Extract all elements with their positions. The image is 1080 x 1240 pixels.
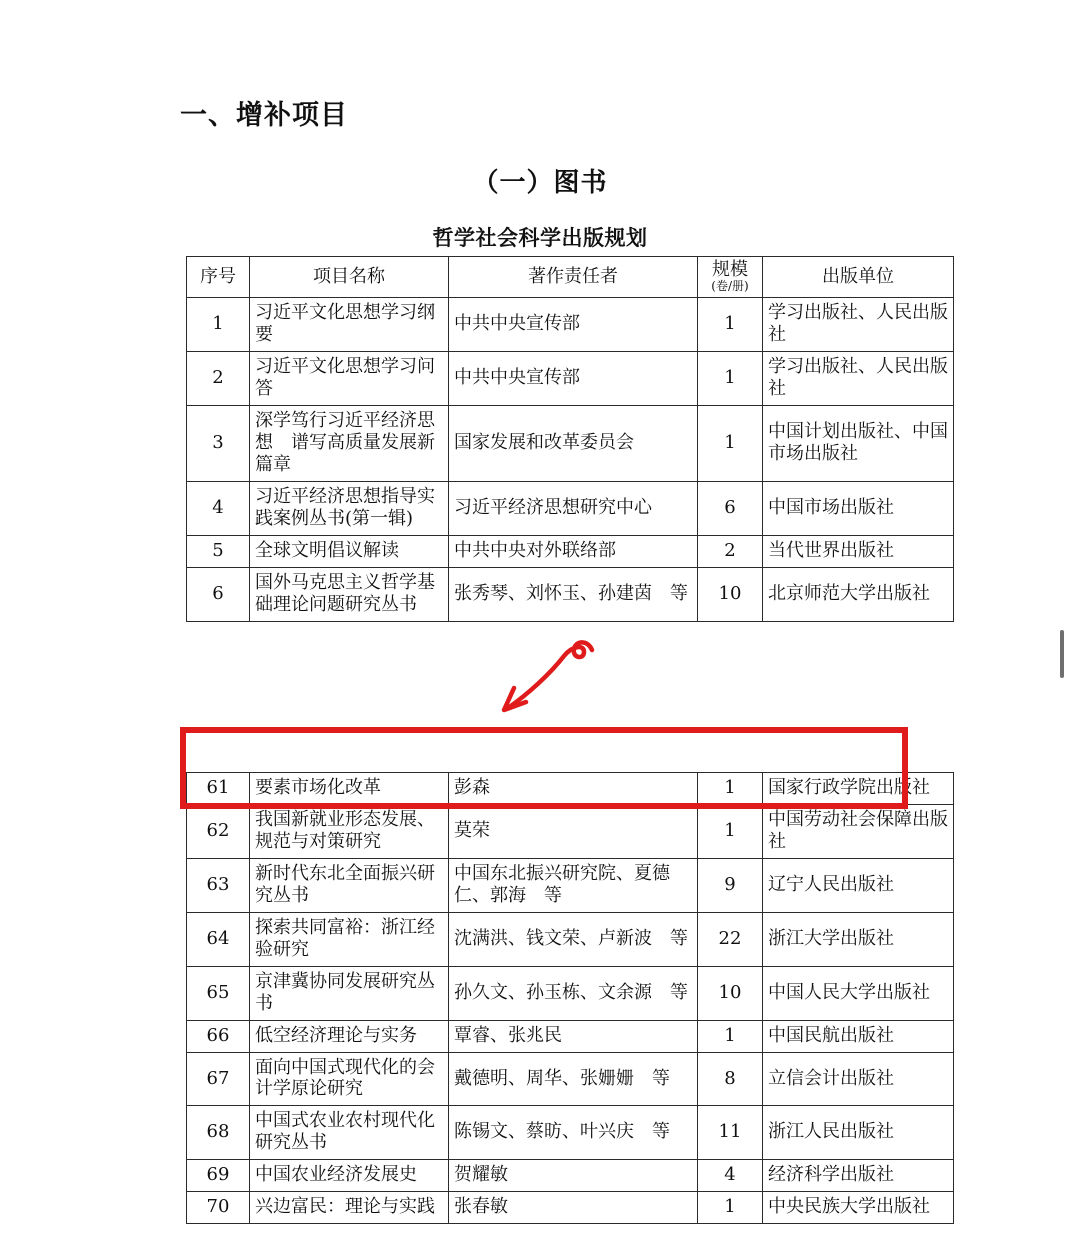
spacer-cell bbox=[763, 731, 954, 773]
cell-scale: 4 bbox=[698, 1160, 763, 1192]
cell-index: 65 bbox=[187, 966, 250, 1020]
cell-author: 中国东北振兴研究院、夏德仁、郭海 等 bbox=[449, 858, 698, 912]
cell-name: 习近平文化思想学习纲要 bbox=[250, 298, 449, 352]
cell-author: 莫荣 bbox=[449, 804, 698, 858]
cell-name: 低空经济理论与实务 bbox=[250, 1020, 449, 1052]
cell-index: 3 bbox=[187, 406, 250, 482]
header-name: 项目名称 bbox=[250, 257, 449, 298]
cell-scale: 9 bbox=[698, 858, 763, 912]
table-row bbox=[187, 482, 954, 536]
table-row bbox=[187, 804, 954, 858]
cell-name: 我国新就业形态发展、规范与对策研究 bbox=[250, 804, 449, 858]
cell-name: 要素市场化改革 bbox=[250, 773, 449, 805]
cell-scale: 22 bbox=[698, 912, 763, 966]
header-publisher: 出版单位 bbox=[763, 257, 954, 298]
section-subtitle: （一）图书 bbox=[472, 168, 608, 198]
cell-index: 66 bbox=[187, 1020, 250, 1052]
cell-author: 张秀琴、刘怀玉、孙建茵 等 bbox=[449, 568, 698, 622]
cell-name: 习近平经济思想指导实践案例丛书(第一辑) bbox=[250, 482, 449, 536]
cell-publisher: 浙江大学出版社 bbox=[763, 912, 954, 966]
scrollbar-thumb[interactable] bbox=[1060, 630, 1064, 678]
cell-publisher: 中国劳动社会保障出版社 bbox=[763, 804, 954, 858]
page-title: 一、增补项目 bbox=[180, 100, 348, 131]
cell-publisher: 中央民族大学出版社 bbox=[763, 1192, 954, 1224]
cell-author: 中共中央对外联络部 bbox=[449, 536, 698, 568]
table-row bbox=[187, 1020, 954, 1052]
cell-publisher: 国家行政学院出版社 bbox=[763, 773, 954, 805]
table-row-highlighted bbox=[187, 773, 954, 805]
table-row bbox=[187, 1160, 954, 1192]
header-scale-unit: (卷/册) bbox=[711, 278, 749, 293]
cell-author: 戴德明、周华、张姗姗 等 bbox=[449, 1052, 698, 1106]
table-row bbox=[187, 1052, 954, 1106]
publication-table-top bbox=[186, 256, 954, 622]
cell-publisher: 立信会计出版社 bbox=[763, 1052, 954, 1106]
table-row bbox=[187, 352, 954, 406]
cell-index: 4 bbox=[187, 482, 250, 536]
cell-author: 张春敏 bbox=[449, 1192, 698, 1224]
table-row bbox=[187, 536, 954, 568]
cell-publisher: 学习出版社、人民出版社 bbox=[763, 298, 954, 352]
cell-name: 国外马克思主义哲学基础理论问题研究丛书 bbox=[250, 568, 449, 622]
cell-index: 69 bbox=[187, 1160, 250, 1192]
cell-name: 兴边富民：理论与实践 bbox=[250, 1192, 449, 1224]
header-scale bbox=[698, 257, 763, 298]
table-row bbox=[187, 966, 954, 1020]
cell-author: 贺耀敏 bbox=[449, 1160, 698, 1192]
cell-scale: 11 bbox=[698, 1106, 763, 1160]
table-row-spacer bbox=[187, 731, 954, 773]
cell-author: 国家发展和改革委员会 bbox=[449, 406, 698, 482]
cell-name: 京津冀协同发展研究丛书 bbox=[250, 966, 449, 1020]
cell-index: 67 bbox=[187, 1052, 250, 1106]
table-header-row bbox=[187, 257, 954, 298]
cell-index: 63 bbox=[187, 858, 250, 912]
table-row bbox=[187, 298, 954, 352]
table-row bbox=[187, 406, 954, 482]
cell-author: 彭森 bbox=[449, 773, 698, 805]
spacer-cell bbox=[449, 731, 698, 773]
cell-index: 1 bbox=[187, 298, 250, 352]
cell-publisher: 当代世界出版社 bbox=[763, 536, 954, 568]
cell-index: 61 bbox=[187, 773, 250, 805]
table-row bbox=[187, 1106, 954, 1160]
cell-name: 深学笃行习近平经济思想 谱写高质量发展新篇章 bbox=[250, 406, 449, 482]
cell-scale: 1 bbox=[698, 298, 763, 352]
cell-publisher: 中国计划出版社、中国市场出版社 bbox=[763, 406, 954, 482]
cell-scale: 1 bbox=[698, 1192, 763, 1224]
header-scale-main: 规模 bbox=[712, 259, 748, 280]
arrow-annotation-icon bbox=[480, 636, 610, 726]
header-index: 序号 bbox=[187, 257, 250, 298]
cell-index: 62 bbox=[187, 804, 250, 858]
cell-name: 新时代东北全面振兴研究丛书 bbox=[250, 858, 449, 912]
cell-scale: 8 bbox=[698, 1052, 763, 1106]
cell-author: 中共中央宣传部 bbox=[449, 352, 698, 406]
spacer-cell bbox=[698, 731, 763, 773]
cell-name: 探索共同富裕：浙江经验研究 bbox=[250, 912, 449, 966]
table-row bbox=[187, 912, 954, 966]
cell-publisher: 学习出版社、人民出版社 bbox=[763, 352, 954, 406]
cell-scale: 10 bbox=[698, 966, 763, 1020]
cell-scale: 1 bbox=[698, 406, 763, 482]
plan-title: 哲学社会科学出版规划 bbox=[432, 225, 648, 250]
spacer-cell bbox=[250, 731, 449, 773]
cell-author: 沈满洪、钱文荣、卢新波 等 bbox=[449, 912, 698, 966]
cell-index: 5 bbox=[187, 536, 250, 568]
table-row bbox=[187, 568, 954, 622]
table-row bbox=[187, 1192, 954, 1224]
cell-author: 孙久文、孙玉栋、文余源 等 bbox=[449, 966, 698, 1020]
cell-publisher: 经济科学出版社 bbox=[763, 1160, 954, 1192]
publication-table-bottom bbox=[186, 731, 954, 1224]
bottom-table-container bbox=[186, 731, 954, 1224]
cell-author: 覃睿、张兆民 bbox=[449, 1020, 698, 1052]
cell-scale: 1 bbox=[698, 804, 763, 858]
cell-publisher: 北京师范大学出版社 bbox=[763, 568, 954, 622]
cell-name: 中国农业经济发展史 bbox=[250, 1160, 449, 1192]
cell-index: 70 bbox=[187, 1192, 250, 1224]
cell-index: 68 bbox=[187, 1106, 250, 1160]
cell-index: 64 bbox=[187, 912, 250, 966]
cell-scale: 1 bbox=[698, 1020, 763, 1052]
cell-author: 习近平经济思想研究中心 bbox=[449, 482, 698, 536]
cell-scale: 1 bbox=[698, 773, 763, 805]
cell-name: 习近平文化思想学习问答 bbox=[250, 352, 449, 406]
top-table-container bbox=[186, 256, 954, 622]
cell-name: 中国式农业农村现代化研究丛书 bbox=[250, 1106, 449, 1160]
cell-publisher: 中国人民大学出版社 bbox=[763, 966, 954, 1020]
cell-publisher: 中国市场出版社 bbox=[763, 482, 954, 536]
header-author: 著作责任者 bbox=[449, 257, 698, 298]
cell-author: 中共中央宣传部 bbox=[449, 298, 698, 352]
cell-scale: 2 bbox=[698, 536, 763, 568]
cell-publisher: 辽宁人民出版社 bbox=[763, 858, 954, 912]
cell-index: 6 bbox=[187, 568, 250, 622]
cell-scale: 1 bbox=[698, 352, 763, 406]
cell-name: 面向中国式现代化的会计学原论研究 bbox=[250, 1052, 449, 1106]
cell-publisher: 浙江人民出版社 bbox=[763, 1106, 954, 1160]
cell-scale: 10 bbox=[698, 568, 763, 622]
spacer-cell bbox=[187, 731, 250, 773]
table-row bbox=[187, 858, 954, 912]
cell-name: 全球文明倡议解读 bbox=[250, 536, 449, 568]
cell-index: 2 bbox=[187, 352, 250, 406]
cell-author: 陈锡文、蔡昉、叶兴庆 等 bbox=[449, 1106, 698, 1160]
cell-scale: 6 bbox=[698, 482, 763, 536]
cell-publisher: 中国民航出版社 bbox=[763, 1020, 954, 1052]
